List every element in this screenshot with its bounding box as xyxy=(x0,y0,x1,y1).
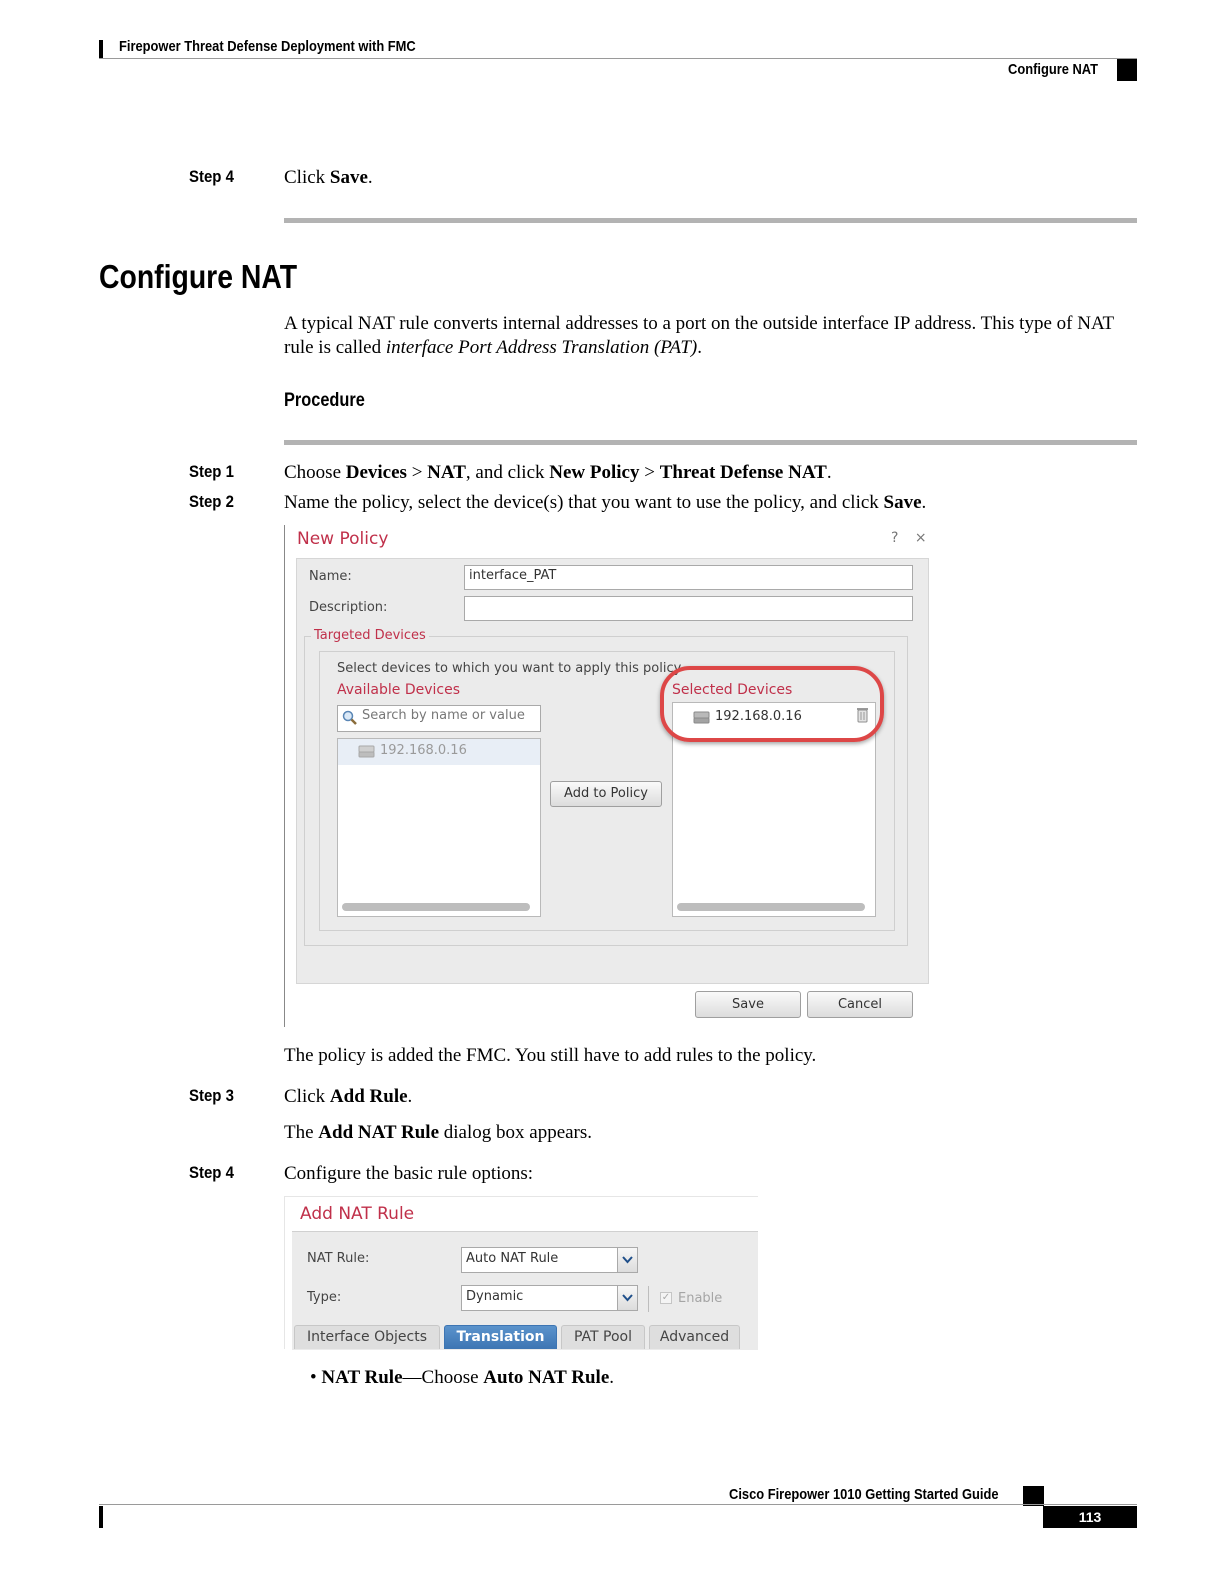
cancel-button[interactable]: Cancel xyxy=(807,991,913,1018)
nat-rule-select[interactable] xyxy=(461,1247,638,1273)
page-number: 113 xyxy=(1043,1506,1137,1528)
type-label: Type: xyxy=(307,1290,342,1305)
select-devices-text: Select devices to which you want to apply this policy xyxy=(337,661,682,676)
dialog-left-border xyxy=(284,525,285,1027)
selected-devices-highlight xyxy=(660,666,884,742)
intro-line-1: A typical NAT rule converts internal addresses to a port on the outside interface IP address. This type of NAT xyxy=(284,313,1115,334)
enable-checkbox[interactable]: ✓ xyxy=(661,1292,671,1303)
selected-device-name: 192.168.0.16 xyxy=(715,709,802,724)
description-input[interactable] xyxy=(464,596,913,621)
footer-bar xyxy=(99,1506,103,1528)
intro-line-2: rule is called interface Port Address Translation (PAT). xyxy=(284,337,702,358)
device-search-input[interactable]: Search by name or value xyxy=(337,705,541,732)
available-device-icon xyxy=(358,745,375,758)
step1-text: Choose Devices > NAT, and click New Policy > Threat Defense NAT. xyxy=(284,462,832,483)
footer-rule xyxy=(99,1504,1137,1505)
procedure-label: Procedure xyxy=(284,390,365,411)
description-label: Description: xyxy=(309,600,388,615)
search-icon xyxy=(342,710,358,726)
add-to-policy-button[interactable]: Add to Policy xyxy=(550,781,662,807)
nat-rule-label: NAT Rule: xyxy=(307,1251,370,1266)
add-nat-title: Add NAT Rule xyxy=(300,1204,415,1224)
selected-scrollbar[interactable] xyxy=(677,903,865,911)
help-close-icons[interactable]: ? × xyxy=(891,530,933,546)
type-select[interactable] xyxy=(461,1285,638,1311)
step4-label: Step 4 xyxy=(189,1163,234,1182)
section-divider xyxy=(284,218,1137,223)
step4-text: Configure the basic rule options: xyxy=(284,1163,534,1184)
footer-marker xyxy=(1023,1486,1044,1506)
procedure-divider xyxy=(284,440,1137,445)
tab-pat-pool[interactable]: PAT Pool xyxy=(561,1325,645,1349)
tab-advanced[interactable]: Advanced xyxy=(649,1325,740,1349)
tab-translation[interactable]: Translation xyxy=(444,1325,557,1349)
step2-label: Step 2 xyxy=(189,492,234,511)
available-device-name: 192.168.0.16 xyxy=(380,743,467,758)
enable-label: Enable xyxy=(678,1291,723,1306)
page-heading: Configure NAT xyxy=(99,258,298,295)
header-marker xyxy=(1117,59,1137,81)
prev-step-text: Click Save. xyxy=(284,167,373,188)
header-section: Configure NAT xyxy=(1008,61,1099,78)
tab-interface-objects[interactable]: Interface Objects xyxy=(294,1325,440,1349)
after-dialog-text: The policy is added the FMC. You still have to add rules to the policy. xyxy=(284,1045,817,1066)
available-scrollbar[interactable] xyxy=(342,903,530,911)
step3-text: Click Add Rule. xyxy=(284,1086,413,1107)
header-rule xyxy=(99,58,1137,59)
step3-label: Step 3 xyxy=(189,1086,234,1105)
name-label: Name: xyxy=(309,569,352,584)
prev-step-label: Step 4 xyxy=(189,167,234,186)
save-button[interactable]: Save xyxy=(695,991,801,1018)
type-value: Dynamic xyxy=(466,1289,524,1304)
step3-note: The Add NAT Rule dialog box appears. xyxy=(284,1122,593,1143)
available-devices-label: Available Devices xyxy=(337,682,460,698)
name-input[interactable]: interface_PAT xyxy=(464,565,913,590)
bullet-nat-rule: • NAT Rule—Choose Auto NAT Rule. xyxy=(310,1367,615,1388)
nat-rule-value: Auto NAT Rule xyxy=(466,1251,559,1266)
footer-guide-title: Cisco Firepower 1010 Getting Started Guide xyxy=(729,1486,999,1503)
selected-devices-label: Selected Devices xyxy=(672,682,793,698)
field-separator xyxy=(648,1286,649,1312)
step1-label: Step 1 xyxy=(189,462,234,481)
targeted-devices-legend: Targeted Devices xyxy=(311,628,429,643)
new-policy-title: New Policy xyxy=(297,529,389,549)
header-bar xyxy=(99,40,103,59)
header-doc-title: Firepower Threat Defense Deployment with FMC xyxy=(119,38,416,55)
chevron-down-icon[interactable] xyxy=(617,1248,637,1272)
chevron-down-icon[interactable] xyxy=(617,1286,637,1310)
step2-text: Name the policy, select the device(s) that you want to use the policy, and click Save. xyxy=(284,492,927,513)
